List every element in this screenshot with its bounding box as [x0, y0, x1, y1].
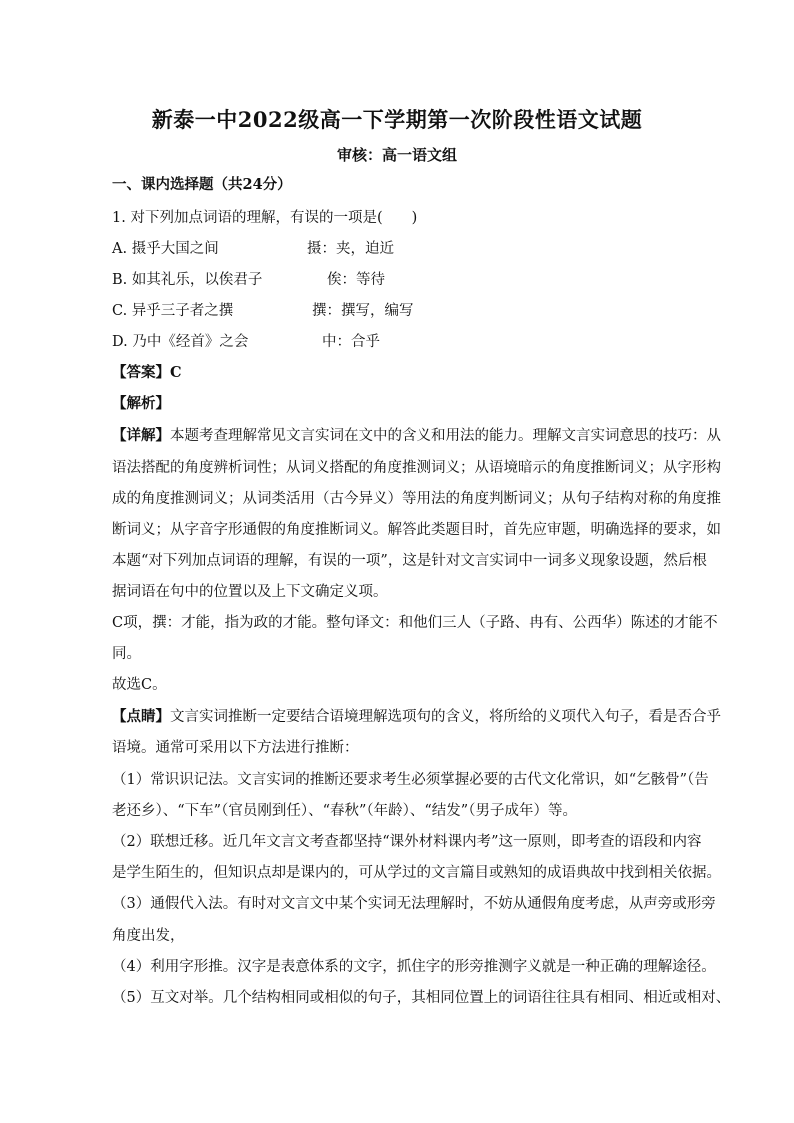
tip-item-1: （1）常识识记法。文言实词的推断还要求考生必须掌握必要的古代文化常识，如“乞骸骨”（告 — [112, 772, 709, 788]
detail-line-6: 据词语在句中的位置以及上下文确定义项。 — [112, 584, 388, 600]
option-b — [112, 270, 385, 290]
detail-line-4: 断词义；从字音字形通假的角度推断词义。解答此类题目时，首先应审题，明确选择的要求，如 — [112, 522, 721, 538]
tip-item-4: 是学生陌生的，但知识点却是课内的，可从学过的文言篇目或熟知的成语典故中找到相关依据。 — [112, 865, 721, 881]
option-c-label: C. 异乎三子者之撰 — [112, 303, 234, 319]
tip-item-3: （2）联想迁移。近几年文言文考查都坚持“课外材料课内考”这一原则，即考查的语段和内容 — [112, 834, 702, 850]
option-d-label: D. 乃中《经首》之会 — [112, 334, 249, 350]
tip-first: 文言实词推断一定要结合语境理解选项句的含义，将所给的义项代入句子，看是否合乎 — [170, 709, 721, 725]
analysis-tag: 【解析】 — [112, 395, 170, 412]
detail-line-3: 成的角度推测词义；从词类活用（古今异义）等用法的角度判断词义；从句子结构对称的角度推 — [112, 491, 721, 507]
option-a — [112, 239, 394, 259]
tip-item-8: （5）互文对举。几个结构相同或相似的句子，其相同位置上的词语往往具有相同、相近或相对、 — [112, 990, 731, 1006]
tip-item-7: （4）利用字形推。汉字是表意体系的文字，抓住字的形旁推测字义就是一种正确的理解途径。 — [112, 959, 716, 975]
option-d-explain: 中：合乎 — [322, 334, 380, 350]
question-stem: 1. 对下列加点词语的理解，有误的一项是( ) — [112, 210, 418, 226]
option-b-explain: 俟：等待 — [327, 272, 385, 288]
answer-tag: 【答案】 — [112, 364, 170, 381]
detail-line-1 — [112, 426, 721, 446]
tip-item-5: （3）通假代入法。有时对文言文中某个实词无法理解时，不妨从通假角度考虑，从声旁或形旁 — [112, 896, 716, 912]
option-b-label: B. 如其礼乐，以俟君子 — [112, 272, 263, 288]
c-item-line-1: C项，撰：才能，指为政的才能。整句译文：和他们三人（子路、冉有、公西华）陈述的才能不 — [112, 615, 718, 631]
detail-text: 本题考查理解常见文言实词在文中的含义和用法的能力。理解文言实词意思的技巧：从 — [170, 428, 721, 444]
tip-item-6: 角度出发， — [112, 928, 185, 944]
c-item-line-2: 同。 — [112, 646, 141, 662]
option-c-explain: 撰：撰写，编写 — [312, 303, 414, 319]
page-title: 新泰一中2022级高一下学期第一次阶段性语文试题 — [151, 107, 643, 132]
detail-line-2: 语法搭配的角度辨析词性；从词义搭配的角度推测词义；从语境暗示的角度推断词义；从字形构 — [112, 460, 721, 476]
tip-tag: 【点睛】 — [112, 708, 170, 725]
tip-item-2: 老还乡）、“下车”（官员刚到任）、“春秋”（年龄）、“结发”（男子成年）等。 — [112, 803, 577, 819]
option-d — [112, 332, 380, 352]
tip-line-2: 语境。通常可采用以下方法进行推断： — [112, 740, 359, 756]
section-heading: 一、课内选择题（共24分） — [112, 176, 292, 193]
option-c — [112, 301, 414, 321]
detail-tag: 【详解】 — [112, 427, 170, 444]
option-a-label: A. 摄乎大国之间 — [112, 241, 219, 257]
conclusion-line: 故选C。 — [112, 677, 167, 693]
reviewer-line: 审核：高一语文组 — [336, 146, 457, 164]
tip-line-1 — [112, 707, 721, 727]
detail-line-5: 本题“对下列加点词语的理解，有误的一项”，这是针对文言实词中一词多义现象设题，然后根 — [112, 553, 707, 569]
answer-line — [112, 363, 182, 383]
answer-value: C — [170, 364, 182, 381]
option-a-explain: 摄：夹，迫近 — [307, 241, 394, 257]
